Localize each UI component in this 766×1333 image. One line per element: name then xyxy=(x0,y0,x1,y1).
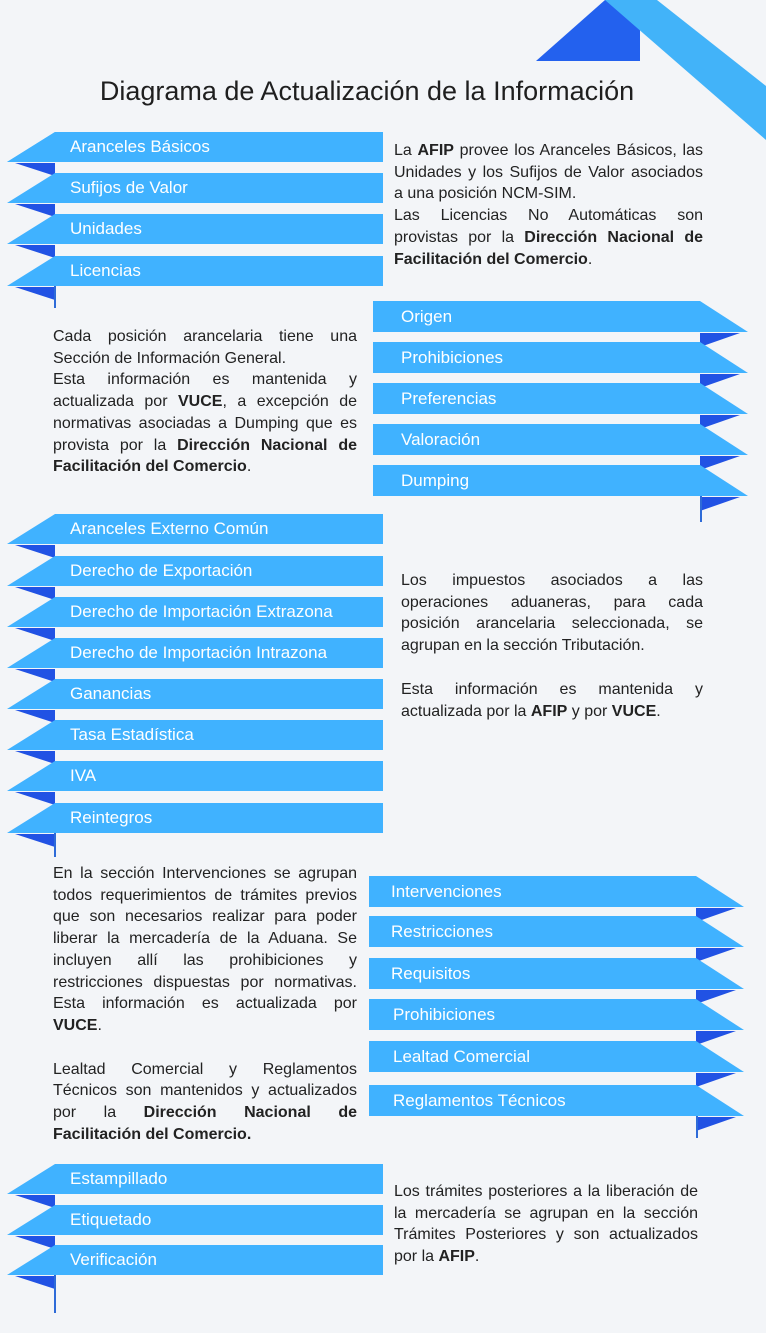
ribbon-derecho-exportacion xyxy=(7,556,383,600)
ribbon-reintegros xyxy=(7,803,383,847)
ribbon-prohibiciones-intervenciones xyxy=(369,999,744,1045)
connector-line xyxy=(696,1116,698,1138)
ribbon-label: Estampillado xyxy=(70,1169,168,1188)
ribbon-label: Prohibiciones xyxy=(393,1004,496,1024)
ribbon-valoracion xyxy=(373,424,748,470)
ribbon-derecho-importacion-intrazona xyxy=(7,638,383,682)
ribbon-requisitos xyxy=(369,958,744,1004)
section4-description: En la sección Intervenciones se agrupan todos requerimientos de trámites previos que son necesarios realizar para poder liberar la mercadería de la Aduana. Se incluyen allí las prohibiciones y restricciones dispuestas por normativas. Esta información es actualizada por VUCE. Lealtad Comercial y Reglamentos Técnicos son mantenidos y actualizados por la Dirección Nacional de Facilitación del Comercio. xyxy=(53,865,357,1143)
ribbon-label: Origen xyxy=(401,306,453,326)
ribbon-label: Restricciones xyxy=(391,921,494,941)
ribbon-restricciones xyxy=(369,916,744,962)
connector-line xyxy=(54,1275,56,1313)
ribbon-etiquetado xyxy=(7,1205,383,1249)
corner-light-band xyxy=(605,0,766,140)
ribbon-ganancias xyxy=(7,679,383,723)
ribbon-label: Valoración xyxy=(401,429,481,449)
ribbon-prohibiciones xyxy=(373,342,748,388)
ribbon-label: IVA xyxy=(70,766,97,785)
ribbon-label: Unidades xyxy=(70,219,142,238)
ribbon-estampillado xyxy=(7,1164,383,1208)
ribbon-label: Ganancias xyxy=(70,684,152,703)
ribbon-aranceles-externo-comun xyxy=(7,514,383,558)
ribbon-reglamentos-tecnicos xyxy=(369,1085,744,1131)
ribbon-label: Requisitos xyxy=(391,963,471,983)
section5-description: Los trámites posteriores a la liberación de la mercadería se agrupan en la sección Trámites Posteriores y son actualizados por la AFIP. xyxy=(394,1183,698,1266)
ribbon-unidades xyxy=(7,214,383,258)
ribbon-label: Licencias xyxy=(70,261,141,280)
ribbon-label: Reglamentos Técnicos xyxy=(393,1090,566,1110)
ribbon-tasa-estadistica xyxy=(7,720,383,764)
ribbon-label: Lealtad Comercial xyxy=(393,1046,531,1066)
ribbon-label: Derecho de Exportación xyxy=(70,561,253,580)
corner-decoration xyxy=(530,0,766,140)
ribbon-iva xyxy=(7,761,383,805)
ribbon-label: Tasa Estadística xyxy=(70,725,194,744)
ribbon-aranceles-basicos xyxy=(7,132,383,176)
ribbon-sufijos-de-valor xyxy=(7,173,383,217)
ribbon-label: Dumping xyxy=(401,470,470,490)
ribbon-label: Intervenciones xyxy=(391,881,502,901)
ribbon-label: Aranceles Básicos xyxy=(70,137,210,156)
ribbon-verificacion xyxy=(7,1245,383,1289)
ribbon-origen xyxy=(373,301,748,347)
section1-description: La AFIP provee los Aranceles Básicos, las Unidades y los Sufijos de Valor asociados a una posición NCM-SIM. Las Licencias No Automáticas son provistas por la Dirección Nacional de Facilitación del Comercio. xyxy=(394,142,704,268)
ribbon-label: Prohibiciones xyxy=(401,347,504,367)
page-title: Diagrama de Actualización de la Información xyxy=(99,76,635,106)
connector-line xyxy=(54,286,56,308)
ribbon-label: Etiquetado xyxy=(70,1210,152,1229)
ribbon-label: Preferencias xyxy=(401,388,497,408)
connector-line xyxy=(54,833,56,857)
ribbon-dumping xyxy=(373,465,748,511)
ribbon-label: Sufijos de Valor xyxy=(70,178,188,197)
ribbon-label: Aranceles Externo Común xyxy=(70,519,269,538)
ribbon-label: Reintegros xyxy=(70,808,153,827)
ribbon-derecho-importacion-extrazona xyxy=(7,597,383,641)
connector-line xyxy=(700,496,702,522)
ribbon-label: Verificación xyxy=(70,1250,157,1269)
ribbon-preferencias xyxy=(373,383,748,429)
ribbon-label: Derecho de Importación Extrazona xyxy=(70,602,333,621)
section3-description: Los impuestos asociados a las operaciones aduaneras, para cada posición arancelaria seleccionada, se agrupan en la sección Tributación. Esta información es mantenida y actualizada por la AFIP y por VUCE. xyxy=(401,572,703,720)
section2-description: Cada posición arancelaria tiene una Sección de Información General. Esta información es mantenida y actualizada por VUCE, a excepción de normativas asociadas a Dumping que es provista por la Dirección Nacional de Facilitación del Comercio. xyxy=(53,328,357,476)
ribbon-lealtad-comercial xyxy=(369,1041,744,1087)
ribbon-licencias xyxy=(7,256,383,300)
ribbon-label: Derecho de Importación Intrazona xyxy=(70,643,328,662)
